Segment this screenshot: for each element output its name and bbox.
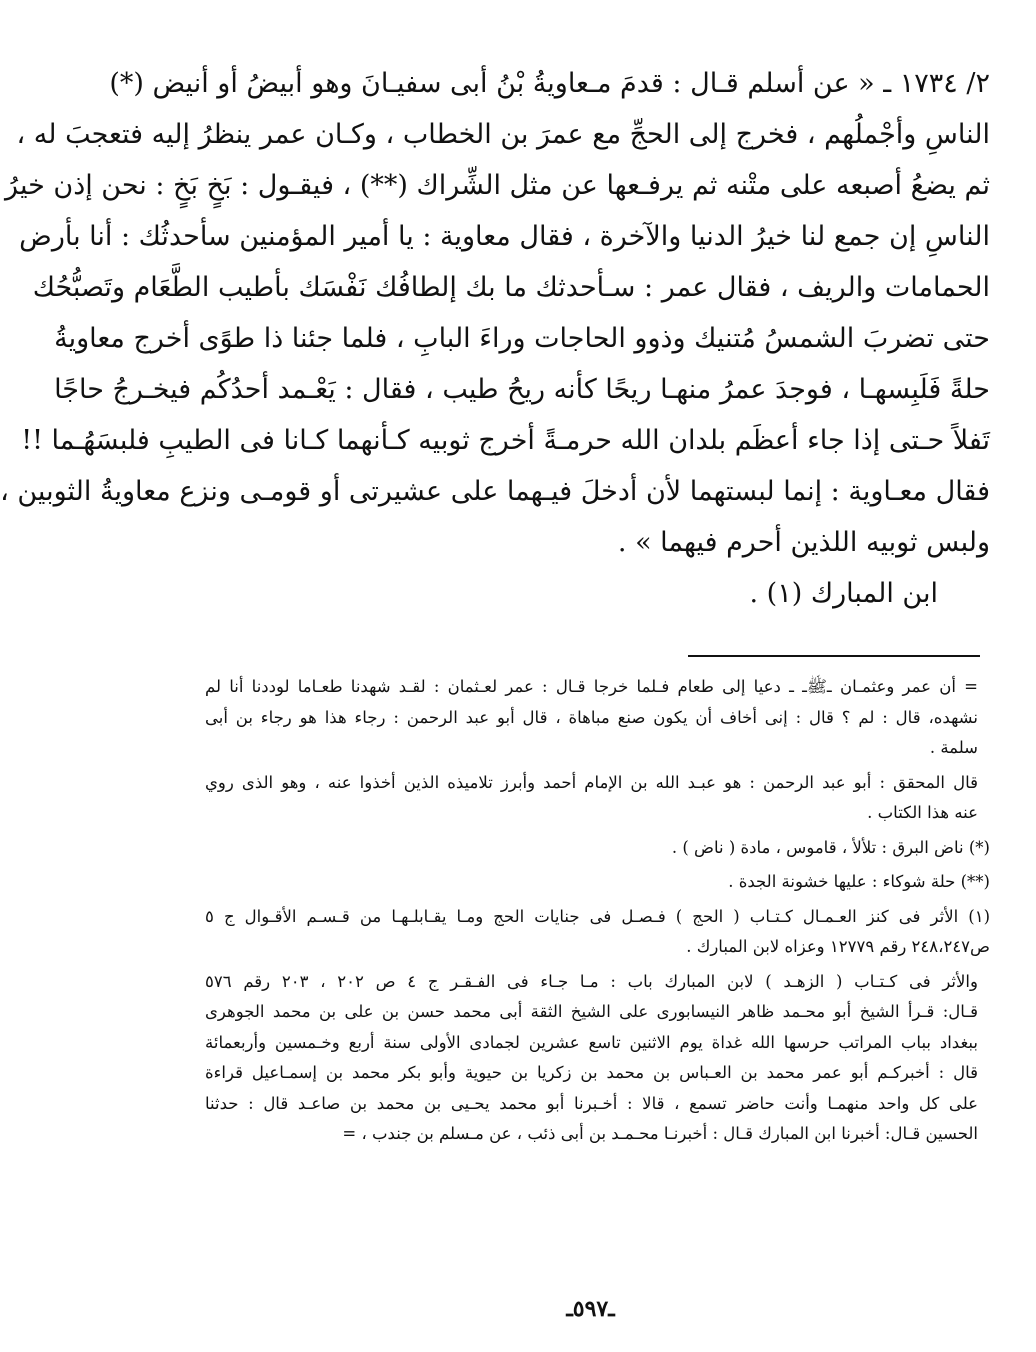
footnote-line: والأثر فى كـتـاب ( الزهـد ) لابن المبارك باب : مـا جـاء فى الفـقـر ج ٤ ص ٢٠٢ ، ٢٠٣ رقم ٥٧٦ — [205, 971, 978, 991]
hadith-line: حتى تضربَ الشمسُ مُتنيك وذوو الحاجات وراءَ البابِ ، فلما جئنا ذا طوًى أخرج معاويةُ — [54, 323, 990, 354]
hadith-line: حلةً فَلَبِسهـا ، فوجدَ عمرُ منهـا ريحًا كأنه ريحُ طيب ، فقال : يَعْـمد أحدُكُم فيخـرجُ حاجًا — [54, 374, 990, 405]
hadith-line: الحمامات والريف ، فقال عمر : سـأحدثك ما بك إلطافُك نَفْسَك بأطيب الطَّعَام وتَصبُّحُك — [32, 272, 990, 303]
footnote-divider — [688, 655, 980, 657]
page-body — [0, 58, 990, 619]
footnote-line: قـال: قـرأ الشيخ أبو محـمد ظاهر النيسابورى على الشيخ الثقة أبى محمد حسن بن على بن محمد الجوهرى — [205, 1002, 978, 1021]
footnote-line: نشهده، قال : لم ؟ قال : إنى أخاف أن يكون صنع مباهاة ، قال أبو عبد الرحمن : رجاء هذا هو رجاء بن أبى — [205, 707, 978, 727]
hadith-line: الناسِ إن جمع لنا خيرُ الدنيا والآخرة ، فقال معاوية : يا أمير المؤمنين سأحدثُك : أنا بأرض — [19, 221, 990, 252]
hadith-line: ٢/ ١٧٣٤ ـ « عن أسلم قـال : قدمَ مـعاويةُ بْنُ أبى سفيـانَ وهو أبيضُ أو أنيض (*) — [109, 68, 990, 99]
footnote-continuation — [205, 672, 990, 764]
footnote-line: ببغداد بباب المراتب حرسها الله غداة يوم الاثنين تاسع عشرين لجمادى الأولى سنة أربع وخـمسين وأربعمائة — [205, 1032, 978, 1052]
hadith-line: ولبس ثوبيه اللذين أحرم فيهما » . — [617, 527, 990, 558]
footnote-line: قال : أخبركـم أبو عمر محمد بن العـباس بن محمد بن زكريا بن حيوية وأبو بكر محمد بن إسمـاعيل قراءة — [205, 1063, 978, 1082]
footnote-star-2 — [205, 867, 990, 898]
footnote-line: عنه هذا الكتاب . — [867, 803, 978, 822]
hadith-source: ابن المبارك (١) . — [749, 578, 938, 609]
page-number: ـ٥٩٧ـ — [566, 1296, 615, 1322]
hadith-line: الناسِ وأجْملُهم ، فخرج إلى الحجِّ مع عمرَ بن الخطاب ، وكـان عمر ينظرُ إليه فتعجبَ له ، — [16, 119, 990, 150]
footnote-1-continued — [205, 967, 990, 1150]
hadith-line: فقال معـاوية : إنما لبستهما لأن أدخلَ فيـهما على عشيرتى أو قومـى ونزع معاويةُ الثوبين ، — [0, 476, 990, 507]
hadith-line: تَفلاً حـتى إذا جاء أعظَم بلدان الله حرمـةً أخرج ثوبيه كـأنهما كـانا فى الطيبِ فلبسَهُـما !! — [21, 425, 990, 456]
footnote-line: سلمة . — [929, 738, 978, 757]
footnote-line: (**) حلة شوكاء : عليها خشونة الجدة . — [728, 872, 990, 891]
footnote-star-1 — [205, 833, 990, 864]
footnote-line: (*) ناض البرق : تلألأ ، قاموس ، مادة ( ناض ) . — [671, 837, 990, 857]
footnote-line: = أن عمر وعثمـان ـﷺـ ـ دعيا إلى طعام فـلما خرجا قـال : عمر لعـثمان : لقـد شهدنا طعـاما لوددنا أنا لم — [205, 677, 978, 696]
footnote-1 — [205, 902, 990, 963]
footnote-line: (١) الأثر فى كنز العـمـال كـتـاب ( الحج ) فـصـل فى جنايات الحج ومـا يقـابلـهـا من قـسـم الأقـوال ج ٥ — [205, 906, 990, 926]
hadith-line: ثم يضعُ أصبعه على متْنه ثم يرفـعها عن مثل الشِّراك (**) ، فيقـول : بَخٍ بَخٍ : نحن إذن خيرُ — [5, 170, 990, 201]
hadith-text — [0, 58, 990, 568]
footnote-editor-note — [205, 768, 990, 829]
footnote-line: قال المحقق : أبو عبد الرحمن : هو عبـد الله بن الإمام أحمد وأبرز تلاميذه الذين أخذوا عنه ، وهو الذى روي — [205, 772, 978, 792]
footnote-line: ص٢٤٨،٢٤٧ رقم ١٢٧٧٩ وعزاه لابن المبارك . — [686, 937, 990, 956]
footnote-line: على كل واحد منهمـا وأنت حاضر تسمع ، قالا : أخـبرنا أبو محمد يحـيى بن محمد بن صاعـد قال : حدثنا — [205, 1093, 978, 1113]
footnote-line: الحسين قـال: أخبرنا ابن المبارك قـال : أخبرنـا محـمـد بن أبى ذئب ، عن مـسلم بن جندب ، = — [342, 1124, 978, 1143]
footnotes — [205, 672, 990, 1154]
